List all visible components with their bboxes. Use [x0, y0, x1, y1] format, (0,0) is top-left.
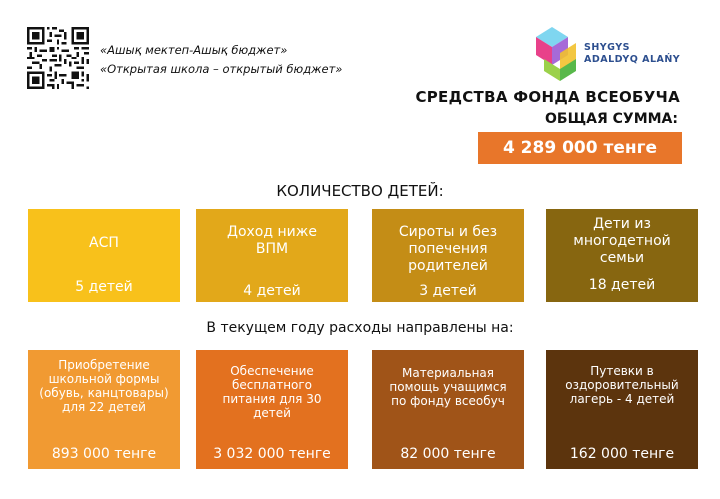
children-card-large-families	[546, 209, 698, 302]
card-value: 3 детей	[419, 283, 477, 299]
brand-logo-icon	[530, 23, 590, 83]
card-label: Доход ниже ВПМ	[227, 224, 317, 257]
card-value: 82 000 тенге	[400, 446, 496, 462]
card-label: Обеспечение бесплатного питания для 30 детей	[222, 364, 322, 420]
brand-name-line2: ADALDYQ ALAŃY	[584, 54, 681, 65]
card-label: Сироты и без попечения родителей	[398, 224, 498, 274]
total-label: ОБЩАЯ СУММА:	[545, 111, 678, 127]
fund-title: СРЕДСТВА ФОНДА ВСЕОБУЧА	[415, 88, 680, 106]
children-heading: КОЛИЧЕСТВО ДЕТЕЙ:	[276, 182, 444, 200]
card-label: Материальная помощь учащимся по фонду всеобуч	[389, 366, 507, 408]
total-amount-badge: 4 289 000 тенге	[478, 132, 682, 164]
spending-card-uniform	[28, 350, 180, 469]
card-value: 3 032 000 тенге	[213, 446, 331, 462]
children-card-orphans	[372, 209, 524, 302]
card-label: Приобретение школьной формы (обувь, канцтовары) для 22 детей	[39, 358, 169, 414]
card-label: Путевки в оздоровительный лагерь - 4 детей	[565, 364, 679, 406]
card-value: 18 детей	[588, 277, 656, 293]
spending-card-financial-aid	[372, 350, 524, 469]
spending-card-meals	[196, 350, 348, 469]
card-label: АСП	[89, 235, 119, 251]
slogan-kazakh: «Ашық мектеп-Ашық бюджет»	[100, 43, 288, 57]
slogan-russian: «Открытая школа – открытый бюджет»	[100, 62, 343, 76]
card-value: 893 000 тенге	[51, 446, 157, 462]
qr-code[interactable]	[27, 27, 89, 89]
spending-card-summer-camp	[546, 350, 698, 469]
card-value: 5 детей	[75, 279, 133, 295]
card-label: Дети из многодетной семьи	[573, 216, 671, 266]
card-value: 162 000 тенге	[569, 446, 675, 462]
children-card-low-income	[196, 209, 348, 302]
brand-name-line1: SHYGYS	[584, 42, 630, 53]
spending-heading: В текущем году расходы направлены на:	[206, 320, 514, 336]
children-card-asp	[28, 209, 180, 302]
card-value: 4 детей	[243, 283, 301, 299]
